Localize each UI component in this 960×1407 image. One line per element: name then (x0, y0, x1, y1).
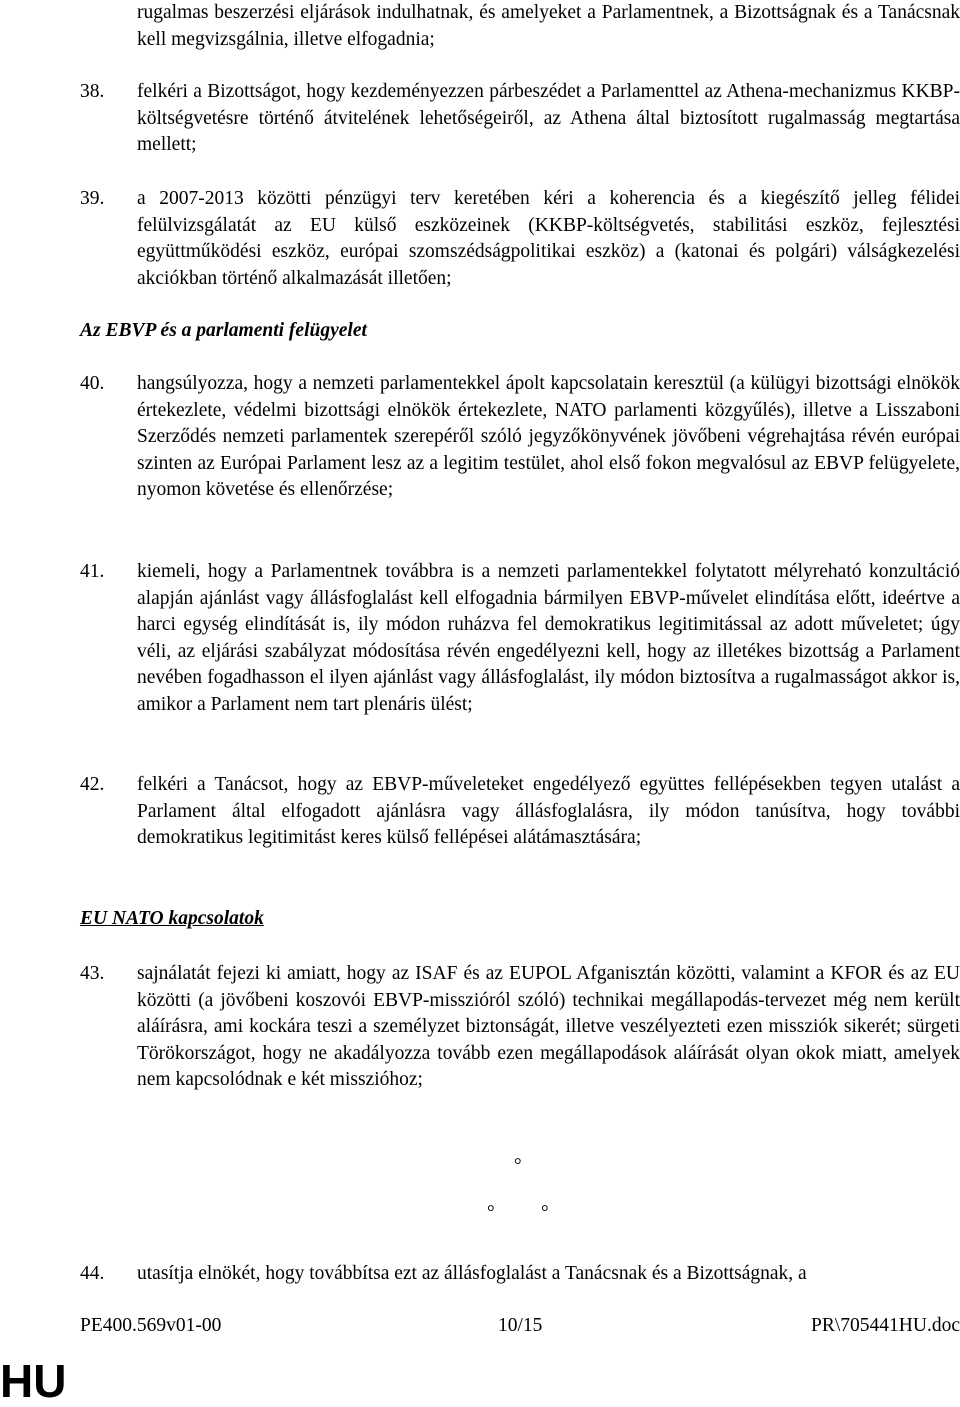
paragraph-text: hangsúlyozza, hogy a nemzeti parlamentekkel ápolt kapcsolatain keresztül (a külügyi bizottsági elnökök értekezlete, védelmi bizottsági elnökök értekezlete, NATO parlamenti közgyűlés), illetve a Lisszaboni Szerződés nemzeti parlamentek szerepéről szóló jegyzőkönyvének jövőbeni végrehajtása révén európai szinten az Európai Parlament lesz az a legitim testület, ahol első fokon megvalósul az EBVP felügyelete, nyomon követése és ellenőrzése; (137, 373, 960, 500)
footer-doc-ref: PE400.569v01-00 (80, 1315, 222, 1336)
language-tag: HU (0, 1355, 67, 1407)
paragraph-text: utasítja elnökét, hogy továbbítsa ezt az állásfoglalást a Tanácsnak és a Bizottságnak, a (137, 1263, 807, 1284)
footer-file-ref: PR\705441HU.doc (811, 1315, 960, 1336)
heading-eu-part: EU (80, 908, 108, 929)
paragraph-number: 43. (80, 963, 105, 984)
paragraph-number: 40. (80, 373, 105, 394)
paragraph-text: felkéri a Bizottságot, hogy kezdeményezzen párbeszédet a Parlamenttel az Athena-mechanizmus KKBP-költségvetésre történő átvitelének lehetőségeiről, az Athena által biztosított rugalmasság megtartása mellett; (137, 81, 960, 155)
paragraph-number: 41. (80, 561, 105, 582)
paragraph-number: 42. (80, 774, 105, 795)
paragraph-number: 39. (80, 188, 105, 209)
separator-circle-top: ° (514, 1155, 522, 1176)
paragraph-number: 44. (80, 1263, 105, 1284)
continuation-paragraph (80, 0, 960, 53)
paragraph-43 (80, 961, 960, 1094)
paragraph-38 (80, 79, 960, 159)
paragraph-40 (80, 371, 960, 504)
paragraph-text: kiemeli, hogy a Parlamentnek továbbra is a nemzeti parlamentekkel folytatott mélyreható konzultáció alapján ajánlást vagy állásfoglalást kell elfogadnia bármilyen EBVP-művelet elindítása előtt, ideértve a harci egység elindítását is, ily módon ruházva fel demokratikus legitimitással az adott műveletet; úgy véli, az eljárási szabályzat módosítása révén engedélyezni kell, hogy az illetékes bizottság a Parlament nevében fogadhasson el ilyen ajánlást vagy állásfoglalást, ily módon biztosítva a rugalmasságot akkor is, amikor a Parlament nem tart plenáris ülést; (137, 561, 960, 715)
paragraph-text: felkéri a Tanácsot, hogy az EBVP-műveleteket engedélyező együttes fellépésekben tegyen utalást a Parlament által elfogadott ajánlásra vagy állásfoglalásra, ily módon tanúsítva, hogy további demokratikus legitimitást keres külső fellépései alátámasztására; (137, 774, 960, 848)
footer-page-number: 10/15 (498, 1315, 543, 1336)
paragraph-44 (80, 1261, 960, 1288)
separator-circle-left: ° (487, 1202, 495, 1223)
page-footer (80, 1313, 960, 1339)
paragraph-number: 38. (80, 81, 105, 102)
paragraph-text: a 2007-2013 közötti pénzügyi terv keretében kéri a koherencia és a kiegészítő jelleg félidei felülvizsgálatát az EU külső eszközeinek (KKBP-költségvetés, stabilitási eszköz, fejlesztési együttműködési eszköz, európai szomszédságpolitikai eszköz) a (katonai és polgári) válságkezelési akciókban történő alkalmazását illetően; (137, 188, 960, 289)
paragraph-39 (80, 186, 960, 292)
continuation-text: rugalmas beszerzési eljárások indulhatnak, és amelyeket a Parlamentnek, a Bizottságnak és a Tanácsnak kell megvizsgálnia, illetve elfogadnia; (137, 2, 960, 50)
paragraph-42 (80, 772, 960, 852)
section-heading-ebvp: Az EBVP és a parlamenti felügyelet (80, 320, 367, 341)
section-heading-eu-nato (80, 906, 264, 933)
paragraph-41 (80, 559, 960, 718)
heading-nato-part: NATO kapcsolatok (107, 908, 264, 929)
paragraph-text: sajnálatát fejezi ki amiatt, hogy az ISAF és az EUPOL Afganisztán közötti, valamint a KFOR és az EU közötti (a jövőbeni koszovói EBVP-misszióról szóló) technikai megállapodás-tervezet még nem került aláírásra, ami kockára teszi a személyzet biztonságát, illetve veszélyezteti ezen missziók sikerét; sürgeti Törökországot, hogy ne akadályozza tovább ezen megállapodások aláírását olyan okok miatt, amelyek nem kapcsolódnak e két misszióhoz; (137, 963, 960, 1090)
separator-circle-right: ° (541, 1202, 549, 1223)
